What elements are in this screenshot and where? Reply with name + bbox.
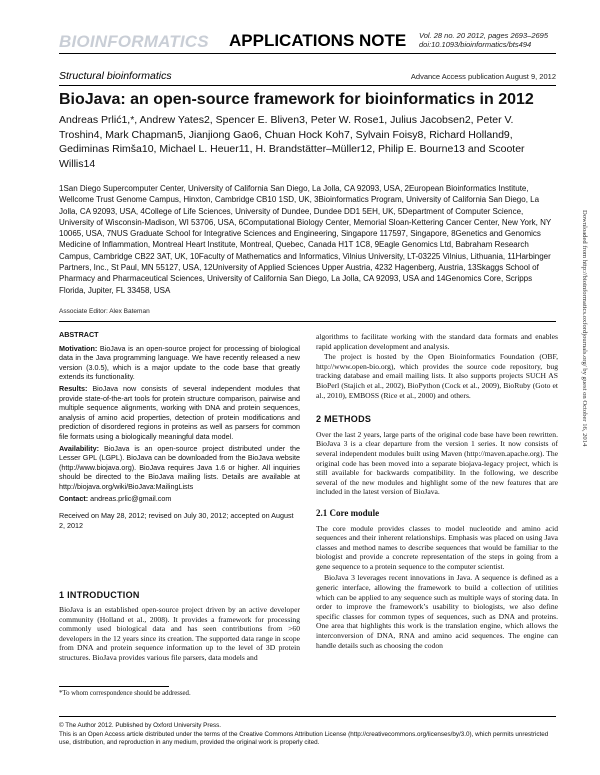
abstract-rule (59, 321, 556, 322)
journal-name: BIOINFORMATICS (59, 32, 209, 51)
abstract-heading: ABSTRACT (59, 330, 99, 339)
copyright-line: © The Author 2012. Published by Oxford University Press. (59, 722, 222, 729)
associate-editor: Associate Editor: Alex Bateman (59, 308, 150, 315)
abstract (59, 330, 300, 532)
methods-heading: 2 METHODS (316, 414, 372, 425)
header-rule (59, 53, 556, 54)
abstract-results (59, 384, 300, 442)
received-dates: Received on May 28, 2012; revised on July 30, 2012; accepted on August 2, 2012 (59, 511, 294, 530)
intro-continued: algorithms to facilitate working with the standard data formats and enables rapid application development and analysis. (316, 332, 558, 351)
footnote-rule (59, 686, 169, 687)
corresponding-note: *To whom correspondence should be addressed. (59, 690, 191, 697)
title-rule (59, 85, 556, 86)
results-label: Results: (59, 383, 88, 393)
article-type: APPLICATIONS NOTE (229, 31, 407, 50)
core-paragraph-2: BioJava 3 leverages recent innovations in Java. A sequence is defined as a generic interface, allowing the framework to build a collection of utilities which can be applied to any sequence such as multiple ways of storing data. In order to improve the framework’s usability to biologists, we also define specific classes for common types of sequences, such as DNA and proteins. One area that highlights this work is the translation engine, which allows the interconversion of DNA, RNA and amino acid sequences. The engine can handle details such as choosing the codon (316, 573, 558, 650)
intro-heading: 1 INTRODUCTION (59, 590, 140, 600)
volume-line: Vol. 28 no. 20 2012, pages 2693–2695 (419, 31, 549, 40)
obf-paragraph: The project is hosted by the Open Bioinformatics Foundation (OBF, http://www.open-bio.org), which provides the source code repository, bug tracking database and email mailing lists. It also supports projects SUCH AS BioPerl (Stajich et al., 2002), BioPython (Cock et al., 2009), BioRuby (Goto et al., 2010), EMBOSS (Rice et al., 2000) and others. (316, 352, 558, 400)
volume-info (419, 31, 548, 49)
download-note (578, 210, 588, 570)
intro-text (59, 605, 300, 663)
copyright (59, 722, 559, 748)
results-text: BioJava now consists of several independent modules that provide state-of-the-art tools for protein structure comparison, pairwise and multiple sequence alignments, working with DNA and protein sequences, analysis of amino acid properties, detection of protein modifications and prediction of disordered regions in proteins as well as parsers for common file formats using a biologically meaningful data model. (59, 383, 301, 441)
abstract-availability (59, 444, 300, 492)
motivation-label: Motivation: (59, 343, 98, 353)
core-heading: 2.1 Core module (316, 507, 380, 518)
download-note-text: Downloaded from http://bioinformatics.oxfordjournals.org/ by guest on October 16, 2014 (581, 210, 588, 447)
availability-text: BioJava is an open-source project distributed under the Lesser GPL (LGPL). BioJava can be downloaded from the BioJava website (http://www.biojava.org). BioJava requires Java 1.6 or higher. All inquiries should be directed to the BioJava mailing lists. Details are available at http://biojava.org/wiki/BioJava:MailingLists (59, 443, 300, 491)
license-line: This is an Open Access article distributed under the terms of the Creative Commons Attribution License (http://creativecommons.org/licenses/by/3.0), which permits unrestricted use, distribution, and reproduction in any medium, provided the original work is properly cited. (59, 730, 549, 746)
affiliations: 1San Diego Supercomputer Center, University of California San Diego, La Jolla, CA 92093, USA, 2European Bioinformatics Institute, Wellcome Trust Genome Campus, Hinxton, Cambridge CB10 1SD, UK, 3Bioinformatics Program, University of California San Diego, La Jolla, CA 92093, USA, 4College of Life Sciences, University of Dundee, Dundee DD1 5EH, UK, 5Department of Computer Science, University of Wisconsin-Madison, WI 53706, USA, 6Computational Biology Center, Memorial Sloan-Kettering Cancer Center, New York, NY 10065, USA, 7NUS Graduate School for Integrative Sciences and Engineering, Singapore 117597, Singapore, 8Genetics and Genomics Medicine of Inflammation, Montreal Heart Institute, Montreal, Quebec, Canada H1T 1C8, 9Eagle Genomics Ltd, Babraham Research Campus, Cambridge CB22 3AT, UK, 10Faculty of Mathematics and Informatics, Vilnius University, LT-03225 Vilnius, Lithuania, 11Harbinger Partners, Inc., St Paul, MN 55127, USA, 12University of Applied Sciences Upper Austria, 4232 Hagenberg, Austria, 13Skaggs School of Pharmacy and Pharmaceutical Sciences, University of California San Diego, La Jolla, CA 92093, USA and 14Genomics Core, Scripps Florida, Jupiter, FL 33458, USA (59, 184, 552, 295)
contact-label: Contact: (59, 493, 89, 503)
section-tag: Structural bioinformatics (59, 70, 172, 82)
footer-rule (59, 716, 556, 717)
abstract-contact (59, 494, 300, 504)
core-paragraph-1: The core module provides classes to model nucleotide and amino acid sequences and their inherent relationships. Emphasis was placed on using Java classes and method names to describe sequences that would be familiar to the biologist and provide a concrete representation of the steps in going from a gene sequence to a protein sequence to the computer scientist. (316, 523, 558, 571)
contact-email[interactable]: andreas.prlic@gmail.com (90, 493, 172, 503)
availability-label: Availability: (59, 443, 100, 453)
paper-title: BioJava: an open-source framework for bioinformatics in 2012 (59, 91, 534, 108)
advance-access: Advance Access publication August 9, 2012 (410, 72, 556, 81)
methods-text: Over the last 2 years, large parts of the original code base have been rewritten. BioJava 3 is a clear departure from the version 1 series. It now consists of several independent modules built using Maven (http://maven.apache.org). The original code has been moved into a separate biojava-legacy project, which is still available for backwards compatibility. In the following, we describe several of the new modules and highlight some of the new features that are included in the latest version of BioJava. (316, 429, 558, 497)
abstract-motivation (59, 344, 300, 382)
intro-paragraph: BioJava is an established open-source project driven by an active developer community (Holland et al., 2008). It provides a framework for processing commonly used biological data and has seen contributions from >60 developers in the 12 years since its creation. The supported data range in scope from DNA and protein sequence information up to the level of 3D protein structures. BioJava provides various file parsers, data models and (59, 605, 300, 662)
intro-section (59, 590, 300, 663)
motivation-text: BioJava is an open-source project for processing of biological data in the Java programming language. We have recently released a new version (3.0.5), which is a major update to the code base that greatly extends its functionality. (59, 343, 300, 382)
right-column (316, 332, 558, 650)
doi[interactable]: doi:10.1093/bioinformatics/bts494 (419, 40, 532, 49)
authors: Andreas Prlić1,*, Andrew Yates2, Spencer E. Bliven3, Peter W. Rose1, Julius Jacobsen2, Peter V. Troshin4, Mark Chapman5, Jianjiong Gao6, Chuan Hock Koh7, Sylvain Foisy8, Richard Holland9, Gediminas Rimša10, Michael L. Heuer11, H. Brandstätter–Müller12, Philip E. Bourne13 and Scooter Willis14 (59, 114, 525, 170)
